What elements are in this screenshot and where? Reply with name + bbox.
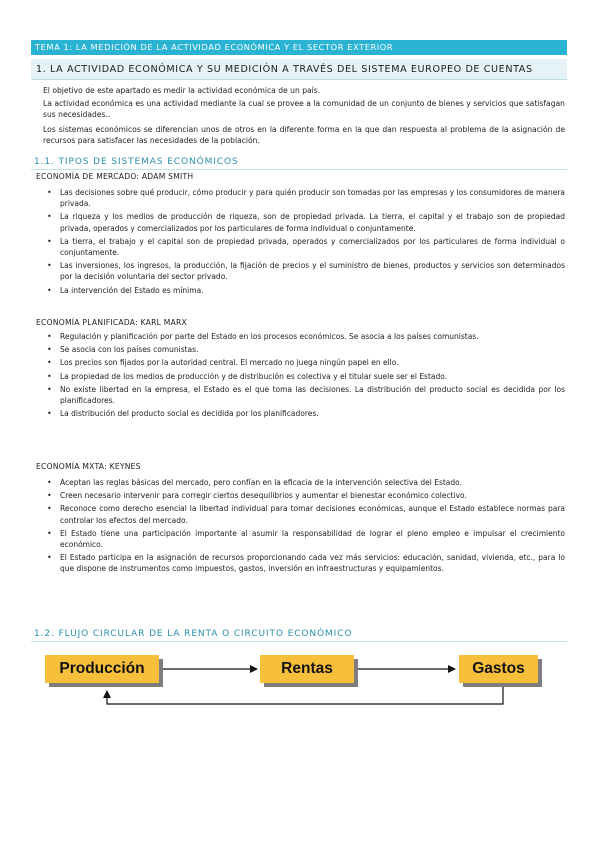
list-item: • La intervención del Estado es mínima.	[60, 285, 565, 296]
list-item: • El Estado participa en la asignación de recursos proporcionando cada vez más servicios: educación, sanidad, vivienda, etc., para lo que dispone de instrumentos como impuestos, gastos, inversión en infraestructuras y equipamientos.	[60, 552, 565, 574]
economia-mixta-title: ECONOMÍA MXTA: KEYNES	[36, 462, 141, 471]
intro-paragraph-1: El objetivo de este apartado es medir la actividad económica de un país.	[43, 86, 321, 95]
list-item: • Regulación y planificación por parte del Estado en los procesos económicos. Se asocia a los países comunistas.	[60, 331, 565, 342]
economia-mixta-list	[60, 477, 565, 577]
list-item: • El Estado tiene una participación importante al asumir la responsabilidad de lograr el pleno empleo e impulsar el crecimiento económico.	[60, 528, 565, 550]
list-item: • No existe libertad en la empresa, el Estado es el que toma las decisiones. La distribución del producto social es decidida por los planificadores.	[60, 384, 565, 406]
list-item: • La distribución del producto social es decidida por los planificadores.	[60, 408, 565, 419]
box-produccion: Producción	[45, 655, 159, 683]
section-1-heading: 1. LA ACTIVIDAD ECONÓMICA Y SU MEDICIÓN A TRAVÉS DEL SISTEMA EUROPEO DE CUENTAS	[31, 59, 567, 80]
list-item: • Creen necesario intervenir para corregir ciertos desequilibrios y aumentar el bienestar económico colectivo.	[60, 490, 565, 501]
list-item: • Aceptan las reglas básicas del mercado, pero confían en la eficacia de la intervención selectiva del Estado.	[60, 477, 565, 488]
circular-flow-diagram	[38, 647, 544, 709]
tema-header: TEMA 1: LA MEDICIÓN DE LA ACTIVIDAD ECONÓMICA Y EL SECTOR EXTERIOR	[31, 40, 567, 55]
list-item: • La riqueza y los medios de producción de riqueza, son de propiedad privada. La tierra, el capital y el trabajo son de propiedad privada, operados y comercializados por los particulares de forma individual o conjuntamente.	[60, 211, 565, 233]
arrow-gastos-produccion	[107, 687, 503, 704]
box-gastos: Gastos	[459, 655, 538, 683]
economia-planificada-list	[60, 331, 565, 421]
section-1-2-heading: 1.2. FLUJO CIRCULAR DE LA RENTA O CIRCUITO ECONÓMICO	[31, 628, 567, 642]
economia-mercado-list	[60, 187, 565, 298]
intro-paragraph-2: La actividad económica es una actividad mediante la cual se provee a la comunidad de un conjunto de bienes y servicios que satisfagan sus necesidades..	[43, 99, 565, 120]
list-item: • La tierra, el trabajo y el capital son de propiedad privada, operados y comercializados por los particulares de forma individual o conjuntamente.	[60, 236, 565, 258]
list-item: • Los precios son fijados por la autoridad central. El mercado no juega ningún papel en ello.	[60, 357, 565, 368]
list-item: • Se asocia con los países comunistas.	[60, 344, 565, 355]
list-item: • Las decisiones sobre qué producir, cómo producir y para quién producir son tomadas por las empresas y los consumidores de manera privada.	[60, 187, 565, 209]
list-item: • Las inversiones, los ingresos, la producción, la fijación de precios y el suministro de bienes, productos y servicios son determinados por la decisión voluntaria del sector privado.	[60, 260, 565, 282]
list-item: • Reconoce como derecho esencial la libertad individual para tomar decisiones económicas, aunque el Estado establece normas para controlar los efectos del mercado.	[60, 503, 565, 525]
economia-mercado-title: ECONOMÍA DE MERCADO: ADAM SMITH	[36, 172, 194, 181]
economia-planificada-title: ECONOMÍA PLANIFICADA: KARL MARX	[36, 318, 188, 327]
intro-paragraph-3: Los sistemas económicos se diferencian unos de otros en la diferente forma en la que dan respuesta al problema de la asignación de recursos para satisfacer las necesidades de la población.	[43, 125, 565, 146]
box-rentas: Rentas	[260, 655, 354, 683]
list-item: • La propiedad de los medios de producción y de distribución es colectiva y el titular suele ser el Estado.	[60, 371, 565, 382]
section-1-1-heading: 1.1. TIPOS DE SISTEMAS ECONÓMICOS	[31, 156, 567, 170]
